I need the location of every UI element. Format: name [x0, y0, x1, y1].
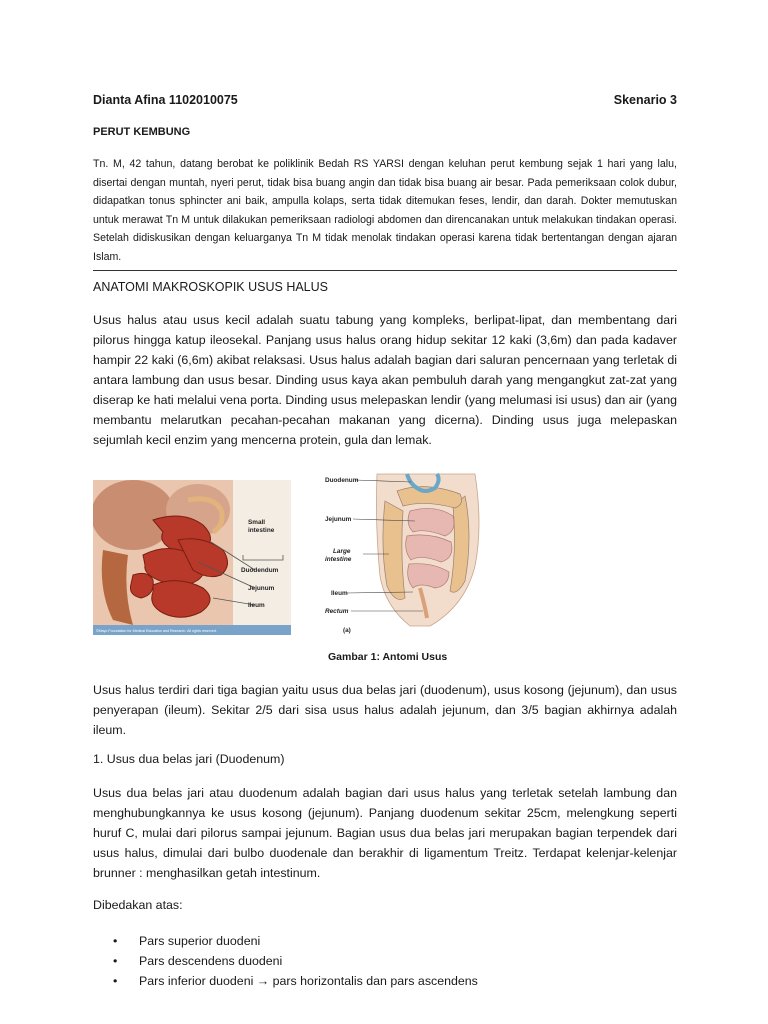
list-item [113, 951, 478, 971]
label-duodendum: Duodendum [241, 567, 279, 574]
case-text: Tn. M, 42 tahun, datang berobat ke poliklinik Bedah RS YARSI dengan keluhan perut kembung sejak 1 hari yang lalu, disertai dengan muntah, nyeri perut, tidak bisa buang angin dan tidak bisa buang air besar. Pada pemeriksaan colok dubur, didapatkan tonus sphincter ani baik, ampulla kolaps, serta tidak ditemukan feses, lendir, dan darah. Dokter memutuskan untuk merawat Tn M untuk dilakukan pemeriksaan radiologi abdomen dan direncanakan untuk melakukan tindakan operasi. Setelah didiskusikan dengan keluarganya Tn M tidak menolak tindakan operasi karena tidak bertentangan dengan ajaran Islam. [93, 158, 677, 263]
label-ileum-left: Ileum [248, 602, 265, 609]
intestine-illustration-left [93, 480, 291, 635]
duodenum-parts-list [113, 931, 478, 991]
section-divider [93, 270, 677, 271]
list-item-text: Pars descendens duodeni [139, 954, 283, 968]
intestine-illustration-left-svg [93, 480, 291, 635]
list-item [113, 971, 478, 991]
label-rectum: Rectum [325, 608, 349, 615]
document-header [93, 93, 677, 107]
label-jejunum-right: Jejunum [325, 516, 352, 523]
duodenum-paragraph: Usus dua belas jari atau duodenum adalah bagian dari usus halus yang terletak setelah lambung dan menghubungkannya ke usus kosong (jejunum). Panjang duodenum sekitar 25cm, melengkung seperti huruf C, mulai dari pilorus sampai jejunum. Bagian usus dua belas jari merupakan bagian terpendek dari usus halus, dimulai dari bulbo duodenale dan berakhir di ligamentum Treitz. Terdapat kelenjar-kelenjar brunner : menghasilkan getah intestinum. [93, 786, 677, 880]
parts-paragraph: Usus halus terdiri dari tiga bagian yaitu usus dua belas jari (duodenum), usus kosong (jejunum), dan usus penyerapan (ileum). Sekitar 2/5 dari sisa usus halus adalah jejunum, dan 3/5 bagian akhirnya adalah ileum. [93, 683, 677, 737]
copyright-text: ©Mayo Foundation for Medical Education and Research. All rights reserved. [96, 629, 217, 633]
duodenum-heading: 1. Usus dua belas jari (Duodenum) [93, 752, 285, 766]
bullet-icon: • [113, 954, 118, 968]
figure-caption: Gambar 1: Antomi Usus [328, 651, 448, 663]
list-item-text: Pars superior duodeni [139, 934, 261, 948]
case-title: PERUT KEMBUNG [93, 126, 191, 138]
label-duodenum: Duodenum [325, 477, 359, 484]
label-panel-a: (a) [343, 627, 351, 634]
label-large: Large [333, 548, 351, 555]
bullet-icon: • [113, 974, 118, 988]
author-name: Dianta Afina 1102010075 [93, 93, 238, 107]
dibedakan-heading: Dibedakan atas: [93, 898, 183, 912]
scenario-label: Skenario 3 [613, 93, 677, 107]
intestine-illustration-right-svg [325, 466, 493, 638]
intro-paragraph: Usus halus atau usus kecil adalah suatu tabung yang kompleks, berlipat-lipat, dan membentang dari pilorus hingga katup ileosekal. Panjang usus halus orang hidup sekitar 12 kaki (3,6m) dan pada kadaver hampir 22 kaki (6,6m) akibat relaksasi. Usus halus adalah bagian dari saluran pencernaan yang terletak di antara lambung dan usus besar. Dinding usus kaya akan pembuluh darah yang mengangkut zat-zat yang diserap ke hati melalui vena porta. Dinding usus melepaskan lendir (yang melumasi isi usus) dan air (yang membantu melarutkan pecahan-pecahan makanan yang dicerna). Dinding usus juga melepaskan sejumlah kecil enzim yang mencerna protein, gula dan lemak. [93, 313, 677, 447]
label-large-intestine: intestine [325, 556, 352, 563]
section-title: ANATOMI MAKROSKOPIK USUS HALUS [93, 280, 329, 294]
intestine-illustration-right [325, 466, 493, 638]
list-item [113, 931, 478, 951]
label-jejunum-left: Jejunum [248, 585, 275, 592]
label-small: Small [248, 519, 266, 526]
bullet-icon: • [113, 934, 118, 948]
label-intestine: intestine [248, 527, 275, 534]
list-item-text: Pars inferior duodeni → pars horizontalis dan pars ascendens [139, 974, 478, 988]
label-ileum-right: Ileum [331, 590, 348, 597]
